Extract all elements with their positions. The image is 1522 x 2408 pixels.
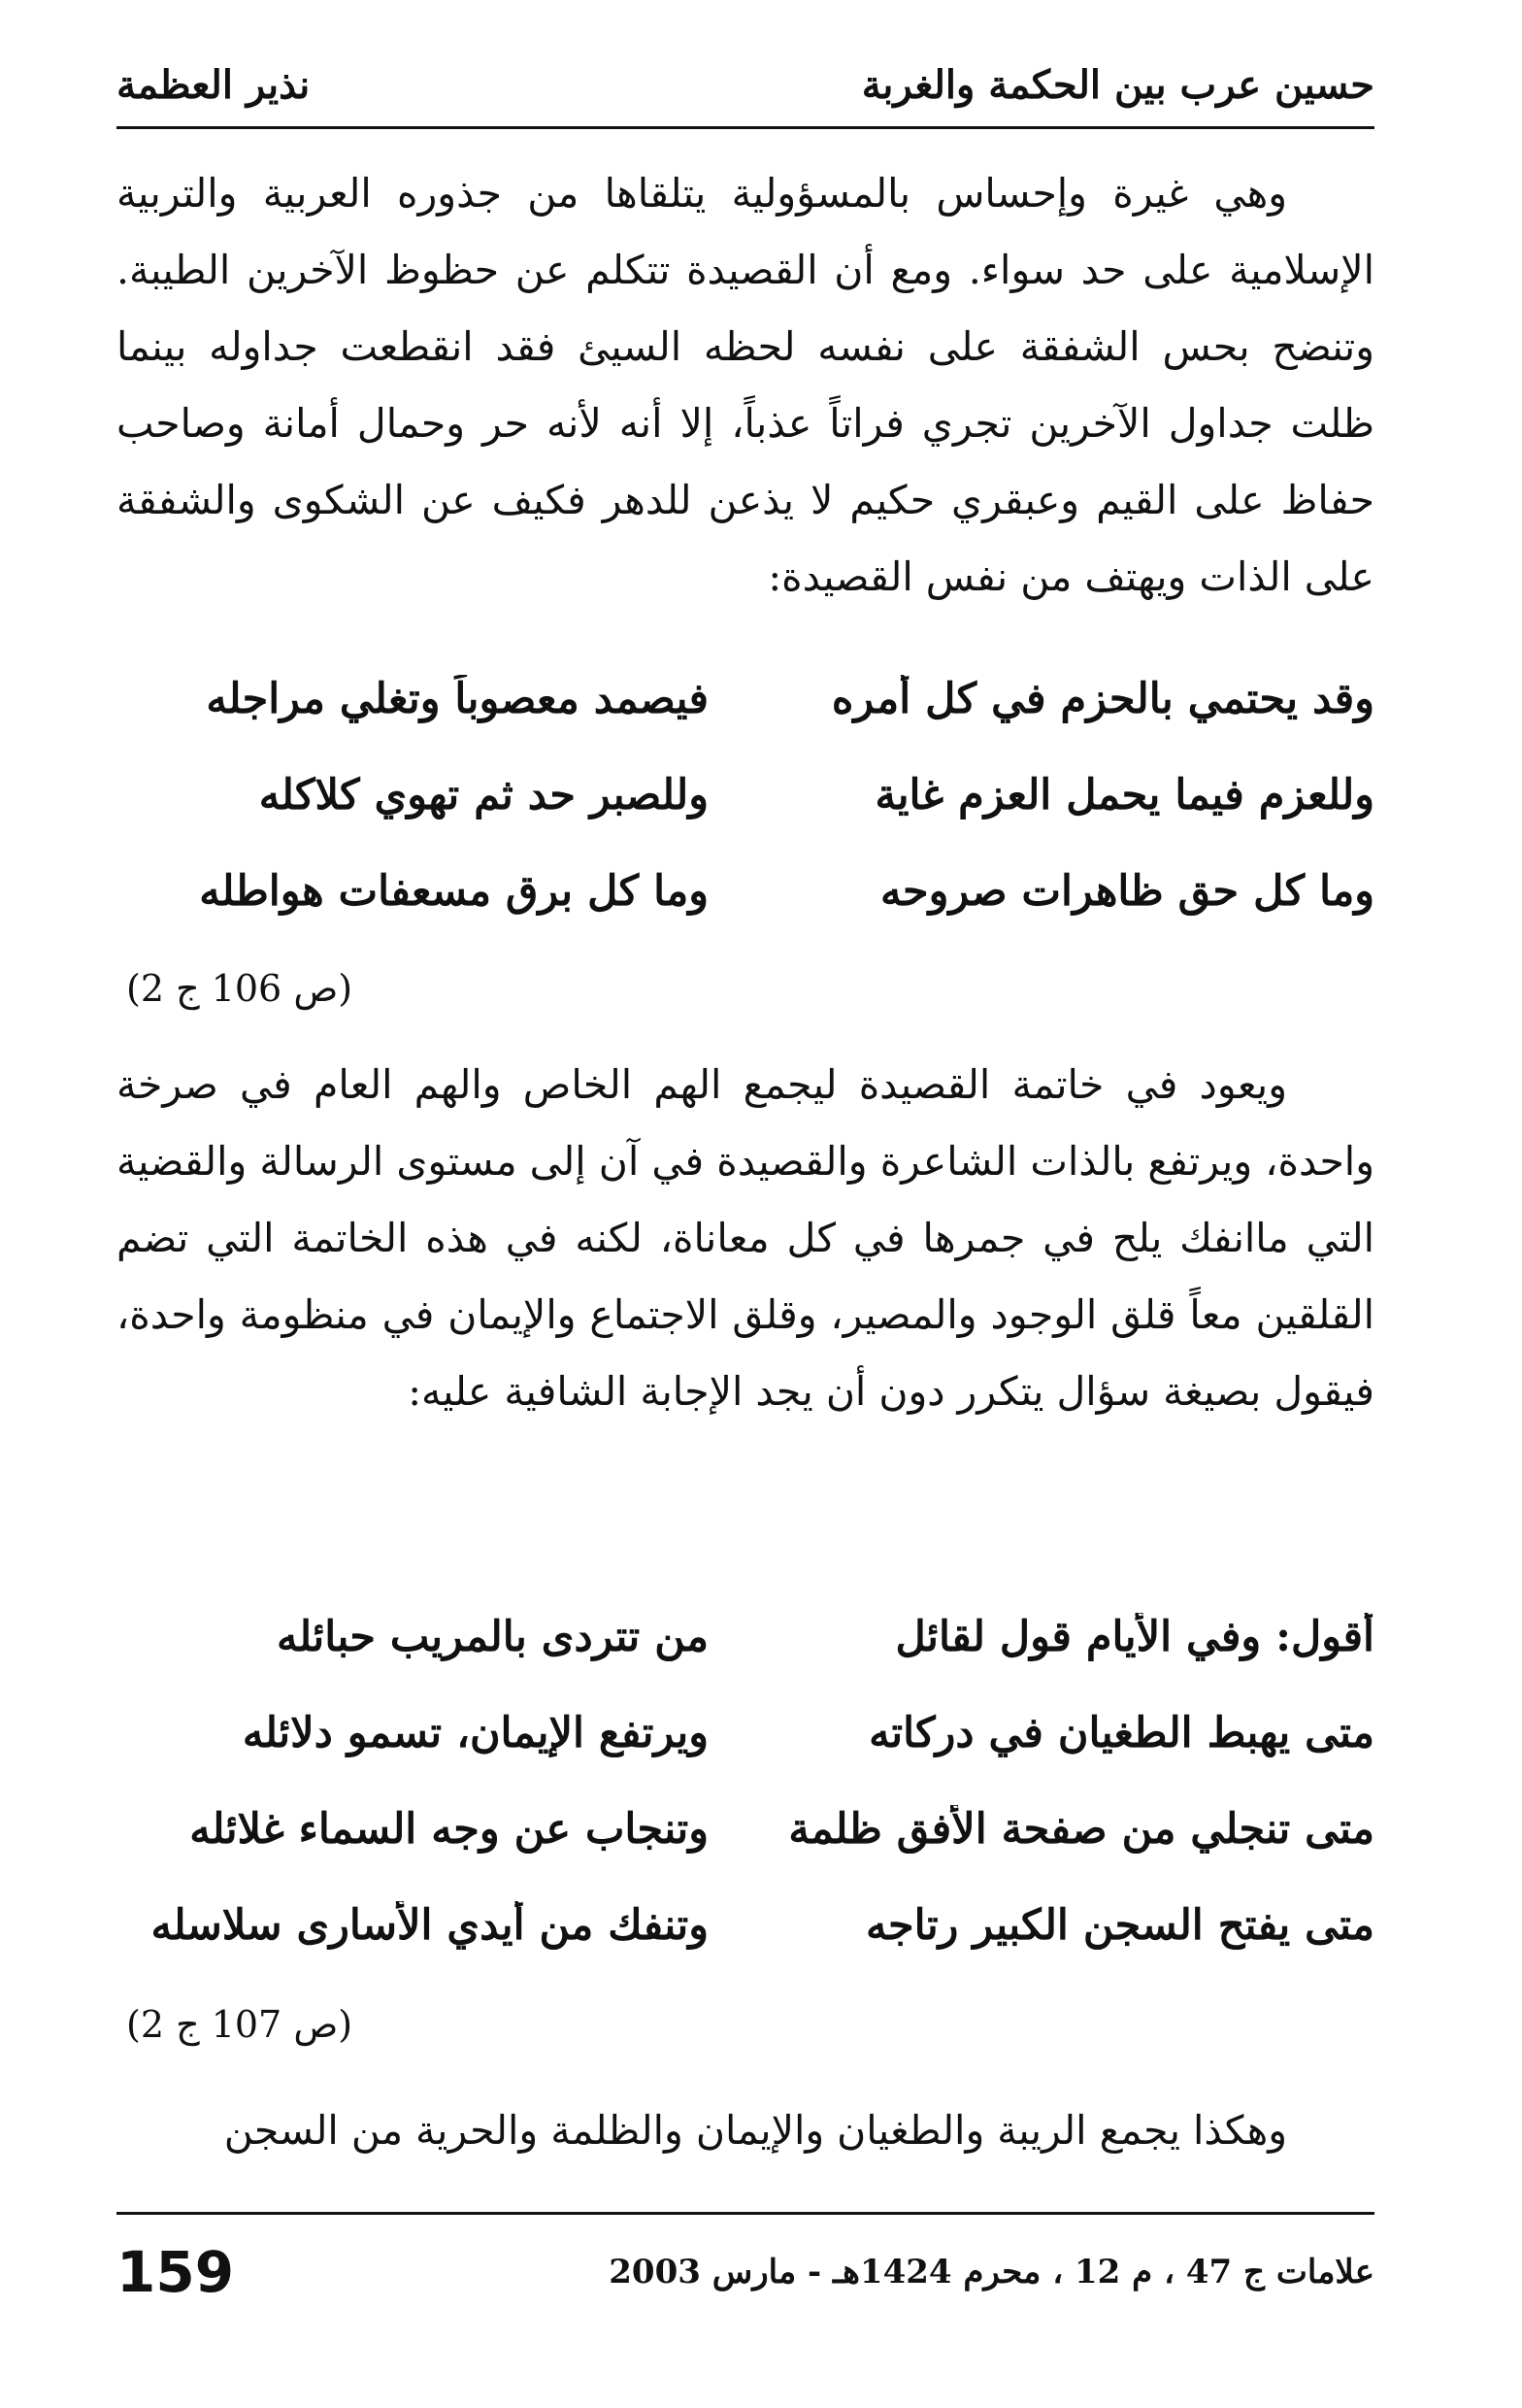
header-author: نذير العظمة: [116, 61, 311, 108]
verse-line: [116, 651, 1374, 747]
verse-first-hemistich: أقول: وفي الأيام قول لقائل: [895, 1612, 1374, 1661]
header-title: حسين عرب بين الحكمة والغربة: [861, 61, 1374, 108]
verse-line: [116, 1589, 1374, 1685]
verse-line: [116, 1781, 1374, 1877]
verse-second-hemistich: وتنجاب عن وجه السماء غلائله: [189, 1804, 709, 1854]
poem-excerpt-2: [116, 1589, 1374, 1973]
header-rule: [116, 126, 1374, 129]
verse-second-hemistich: فيصمد معصوباً وتغلي مراجله: [206, 674, 709, 723]
verse-second-hemistich: وما كل برق مسعفات هواطله: [199, 866, 709, 916]
verse-line: [116, 747, 1374, 843]
body-paragraph-1: وهي غيرة وإحساس بالمسؤولية يتلقاها من جذوره العربية والتربية الإسلامية على حد سواء. ومع أن القصيدة تتكلم عن حظوظ الآخرين الطيبة. وتنضح بحس الشفقة على نفسه لحظه السيئ فقد انقطعت جداوله بينما ظلت جداول الآخرين تجري فراتاً عذباً، إلا أنه لأنه حر وحمال أمانة وصاحب حفاظ على القيم وعبقري حكيم لا يذعن للدهر فكيف عن الشكوى والشفقة على الذات ويهتف من نفس القصيدة:: [116, 170, 1374, 600]
page-footer: [116, 2233, 1374, 2311]
verse-second-hemistich: وتنفك من أيدي الأسارى سلاسله: [150, 1900, 709, 1950]
verse-first-hemistich: وما كل حق ظاهرات صروحه: [879, 866, 1374, 916]
verse-second-hemistich: ويرتفع الإيمان، تسمو دلائله: [242, 1708, 709, 1757]
citation-2: (ص 107 ج 2): [126, 2003, 353, 2046]
verse-second-hemistich: وللصبر حد ثم تهوي كلاكله: [258, 770, 709, 819]
verse-line: [116, 1685, 1374, 1781]
journal-citation: علامات ج 47 ، م 12 ، محرم 1424هـ - مارس 2003: [609, 2253, 1374, 2291]
verse-first-hemistich: متى تنجلي من صفحة الأفق ظلمة: [788, 1804, 1374, 1854]
verse-line: [116, 1877, 1374, 1973]
running-header: [116, 50, 1374, 118]
body-paragraph-2: ويعود في خاتمة القصيدة ليجمع الهم الخاص والهم العام في صرخة واحدة، ويرتفع بالذات الشاعرة والقصيدة في آن إلى مستوى الرسالة والقضية التي ماانفك يلح في جمرها في كل معاناة، لكنه في هذه الخاتمة التي تضم القلقين معاً قلق الوجود والمصير، وقلق الاجتماع والإيمان في منظومة واحدة، فيقول بصيغة سؤال يتكرر دون أن يجد الإجابة الشافية عليه:: [116, 1061, 1374, 1415]
page-number: 159: [116, 2239, 235, 2305]
verse-line: [116, 843, 1374, 939]
citation-1: (ص 106 ج 2): [126, 967, 353, 1010]
poem-excerpt-1: [116, 651, 1374, 939]
footer-rule: [116, 2212, 1374, 2215]
verse-first-hemistich: متى يهبط الطغيان في دركاته: [869, 1708, 1374, 1757]
verse-first-hemistich: وقد يحتمي بالحزم في كل أمره: [831, 674, 1374, 723]
body-paragraph-3: وهكذا يجمع الريبة والطغيان والإيمان والظلمة والحرية من السجن: [223, 2107, 1287, 2154]
verse-second-hemistich: من تتردى بالمريب حبائله: [276, 1612, 709, 1661]
verse-first-hemistich: وللعزم فيما يحمل العزم غاية: [875, 770, 1374, 819]
verse-first-hemistich: متى يفتح السجن الكبير رتاجه: [865, 1900, 1374, 1950]
